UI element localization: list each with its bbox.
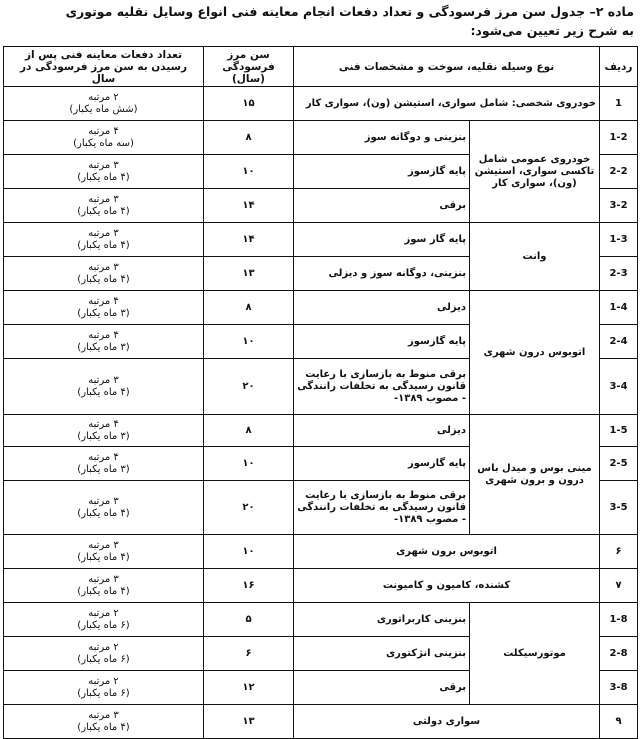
vehicle-category: وانت: [470, 223, 600, 291]
fuel-spec: بنزینی کاربراتوری: [294, 603, 470, 637]
age-limit: ۶: [204, 637, 294, 671]
row-number: 1-8: [600, 603, 638, 637]
vehicle-category: کشنده، کامیون و کامیونت: [294, 569, 600, 603]
inspection-frequency: ۳ مرتبه (۴ ماه یکبار): [4, 481, 204, 535]
fuel-spec: برقی: [294, 189, 470, 223]
table-row: [4, 87, 638, 121]
row-number: 3-8: [600, 671, 638, 705]
age-limit: ۱۴: [204, 223, 294, 257]
inspection-frequency: ۴ مرتبه (۳ ماه یکبار): [4, 415, 204, 447]
inspection-frequency: ۳ مرتبه (۴ ماه یکبار): [4, 189, 204, 223]
inspection-frequency: ۳ مرتبه (۴ ماه یکبار): [4, 569, 204, 603]
table-row: [4, 415, 638, 447]
vehicle-category: اتوبوس برون شهری: [294, 535, 600, 569]
inspection-frequency: ۴ مرتبه (۳ ماه یکبار): [4, 325, 204, 359]
fuel-spec: برقی: [294, 671, 470, 705]
heading-line-1: ماده ۲– جدول سن مرز فرسودگی و تعداد دفعات انجام معاینه فنی انواع وسایل نقلیه موتوری: [65, 4, 634, 19]
row-number: 1: [600, 87, 638, 121]
age-limit: ۸: [204, 121, 294, 155]
inspection-frequency: ۲ مرتبه (شش ماه یکبار): [4, 87, 204, 121]
age-limit: ۱۰: [204, 155, 294, 189]
header-vehicle-type: نوع وسیله نقلیه، سوخت و مشخصات فنی: [294, 47, 600, 87]
table-row: [4, 569, 638, 603]
heading-line-2: به شرح زیر تعیین می‌شود:: [470, 23, 634, 38]
age-limit: ۱۰: [204, 325, 294, 359]
age-limit: ۱۰: [204, 535, 294, 569]
row-number: ۶: [600, 535, 638, 569]
row-number: ۷: [600, 569, 638, 603]
inspection-frequency: ۳ مرتبه (۴ ماه یکبار): [4, 705, 204, 739]
inspection-frequency: ۳ مرتبه (۴ ماه یکبار): [4, 155, 204, 189]
fuel-spec: پایه گازسوز: [294, 447, 470, 481]
vehicle-category: موتورسیکلت: [470, 603, 600, 705]
row-number: ۹: [600, 705, 638, 739]
inspection-frequency: ۳ مرتبه (۴ ماه یکبار): [4, 257, 204, 291]
row-number: 3-5: [600, 481, 638, 535]
age-limit: ۱۳: [204, 257, 294, 291]
vehicle-category: مینی بوس و میدل باس درون و برون شهری: [470, 415, 600, 535]
fuel-spec: پایه گازسوز: [294, 155, 470, 189]
row-number: 1-4: [600, 291, 638, 325]
header-inspection: تعداد دفعات معاینه فنی پس از رسیدن به سن مرز فرسودگی در سال: [4, 47, 204, 87]
inspection-frequency: ۴ مرتبه (۳ ماه یکبار): [4, 447, 204, 481]
inspection-frequency: ۴ مرتبه (۳ ماه یکبار): [4, 291, 204, 325]
vehicle-category: خودروی شخصی: شامل سواری، استیشن (ون)، سواری کار: [294, 87, 600, 121]
fuel-spec: پایه گازسوز: [294, 325, 470, 359]
table-row: [4, 705, 638, 739]
fuel-spec: بنزینی، دوگانه سوز و دیزلی: [294, 257, 470, 291]
header-age: سن مرز فرسودگی (سال): [204, 47, 294, 87]
inspection-frequency: ۲ مرتبه (۶ ماه یکبار): [4, 603, 204, 637]
article-heading: [6, 2, 634, 40]
row-number: 2-2: [600, 155, 638, 189]
table-row: [4, 603, 638, 637]
vehicle-category: خودروی عمومی شامل تاکسی سواری، استیشن (ون)، سواری کار: [470, 121, 600, 223]
inspection-frequency: ۴ مرتبه (سه ماه یکبار): [4, 121, 204, 155]
row-number: 2-3: [600, 257, 638, 291]
vehicle-category: سواری دولتی: [294, 705, 600, 739]
row-number: 1-2: [600, 121, 638, 155]
age-limit: ۱۰: [204, 447, 294, 481]
row-number: 2-5: [600, 447, 638, 481]
age-limit: ۱۵: [204, 87, 294, 121]
row-number: 1-5: [600, 415, 638, 447]
fuel-spec: برقی منوط به بازسازی با رعایت قانون رسیدگی به تخلفات رانندگی - مصوب ۱۳۸۹-: [294, 359, 470, 415]
age-limit: ۱۴: [204, 189, 294, 223]
fuel-spec: بنزینی انژکتوری: [294, 637, 470, 671]
header-row-no: ردیف: [600, 47, 638, 87]
fuel-spec: دیزلی: [294, 415, 470, 447]
inspection-frequency: ۲ مرتبه (۶ ماه یکبار): [4, 637, 204, 671]
age-limit: ۲۰: [204, 359, 294, 415]
table-row: [4, 223, 638, 257]
age-limit: ۸: [204, 291, 294, 325]
inspection-frequency: ۳ مرتبه (۴ ماه یکبار): [4, 359, 204, 415]
age-limit: ۱۶: [204, 569, 294, 603]
row-number: 3-4: [600, 359, 638, 415]
table-row: [4, 535, 638, 569]
age-limit: ۸: [204, 415, 294, 447]
table-row: [4, 291, 638, 325]
fuel-spec: بنزینی و دوگانه سوز: [294, 121, 470, 155]
table-header-row: [4, 47, 638, 87]
table-row: [4, 121, 638, 155]
inspection-frequency: ۳ مرتبه (۴ ماه یکبار): [4, 223, 204, 257]
age-limit: ۲۰: [204, 481, 294, 535]
fuel-spec: دیزلی: [294, 291, 470, 325]
age-limit: ۱۲: [204, 671, 294, 705]
row-number: 2-8: [600, 637, 638, 671]
fuel-spec: پایه گاز سوز: [294, 223, 470, 257]
inspection-table: [3, 46, 638, 739]
inspection-frequency: ۳ مرتبه (۴ ماه یکبار): [4, 535, 204, 569]
fuel-spec: برقی منوط به بازسازی با رعایت قانون رسیدگی به تخلفات رانندگی - مصوب ۱۳۸۹-: [294, 481, 470, 535]
inspection-frequency: ۲ مرتبه (۶ ماه یکبار): [4, 671, 204, 705]
age-limit: ۵: [204, 603, 294, 637]
vehicle-category: اتوبوس درون شهری: [470, 291, 600, 415]
row-number: 3-2: [600, 189, 638, 223]
age-limit: ۱۳: [204, 705, 294, 739]
row-number: 1-3: [600, 223, 638, 257]
row-number: 2-4: [600, 325, 638, 359]
